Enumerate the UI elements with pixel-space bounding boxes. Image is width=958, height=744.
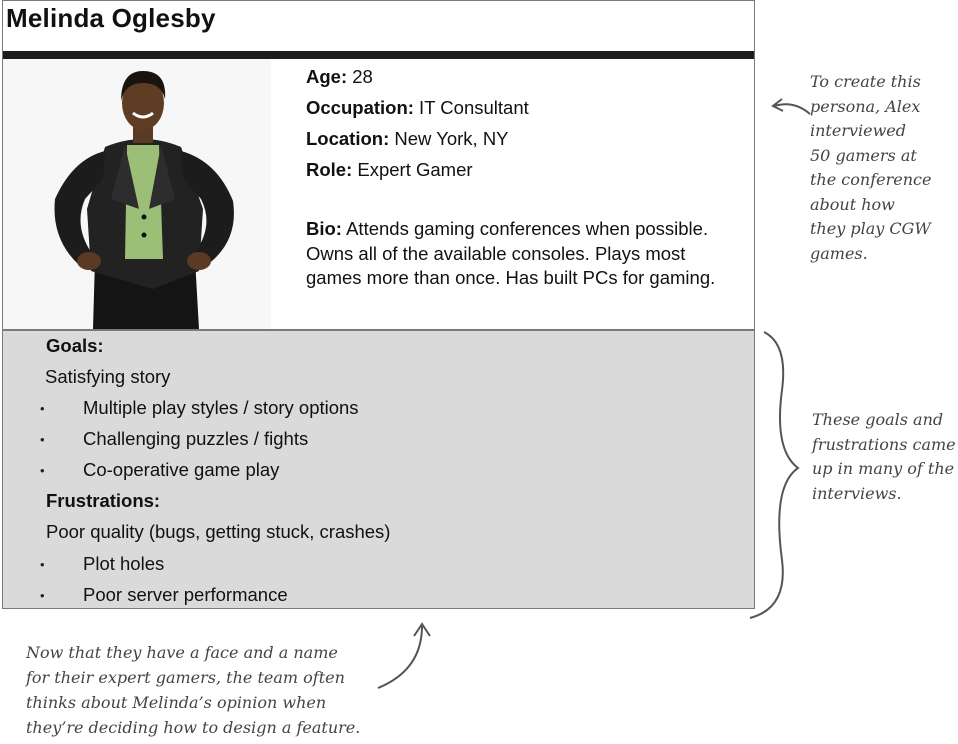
age-row [306,61,746,92]
up-arrow-icon [374,620,436,692]
occupation-value: IT Consultant [413,97,529,118]
bottom-annotation: Now that they have a face and a name for their expert gamers, the team often thinks about Melinda’s opinion when they’re deciding how to design a feature. [26,643,361,737]
goal-item: Co-operative game play [83,459,280,480]
age-label: Age: [306,66,348,87]
location-row [306,123,746,154]
bullet-icon: • [40,401,45,416]
header-divider [3,51,754,59]
role-row [306,154,746,185]
bullet-icon: • [40,432,45,447]
bullet-icon: • [40,463,45,478]
bullet-icon: • [40,557,45,572]
age-value: 28 [347,66,373,87]
location-label: Location: [306,128,390,149]
persona-bio [306,217,744,291]
role-value: Expert Gamer [352,159,473,180]
frustrations-summary: Poor quality (bugs, getting stuck, crashes) [46,521,391,542]
bio-label: Bio: [306,218,342,239]
goals-frustrations-panel [3,329,754,608]
curly-brace-icon [748,330,804,622]
occupation-row [306,92,746,123]
frustration-item: Poor server performance [83,584,288,605]
left-arrow-icon [768,94,814,120]
persona-card [2,0,755,609]
goals-annotation: These goals and frustrations came up in many of the interviews. [812,410,956,503]
bullet-icon: • [40,588,45,603]
location-value: New York, NY [389,128,509,149]
frustration-item: Plot holes [83,553,165,574]
persona-name: Melinda Oglesby [6,3,216,33]
goal-item: Multiple play styles / story options [83,397,359,418]
persona-photo [3,59,271,329]
frustrations-heading: Frustrations: [46,490,161,511]
role-label: Role: [306,159,353,180]
goal-item: Challenging puzzles / fights [83,428,309,449]
interview-annotation: To create this persona, Alex interviewed 50 gamers at the conference about how they play CGW games. [810,72,932,263]
occupation-label: Occupation: [306,97,414,118]
goals-summary: Satisfying story [45,366,171,387]
bio-text: Attends gaming conferences when possible. Owns all of the available consoles. Plays most games more than once. Has built PCs for gaming. [306,218,716,288]
goals-heading: Goals: [46,335,104,356]
persona-photo-illustration [3,59,271,329]
persona-details [306,61,746,185]
